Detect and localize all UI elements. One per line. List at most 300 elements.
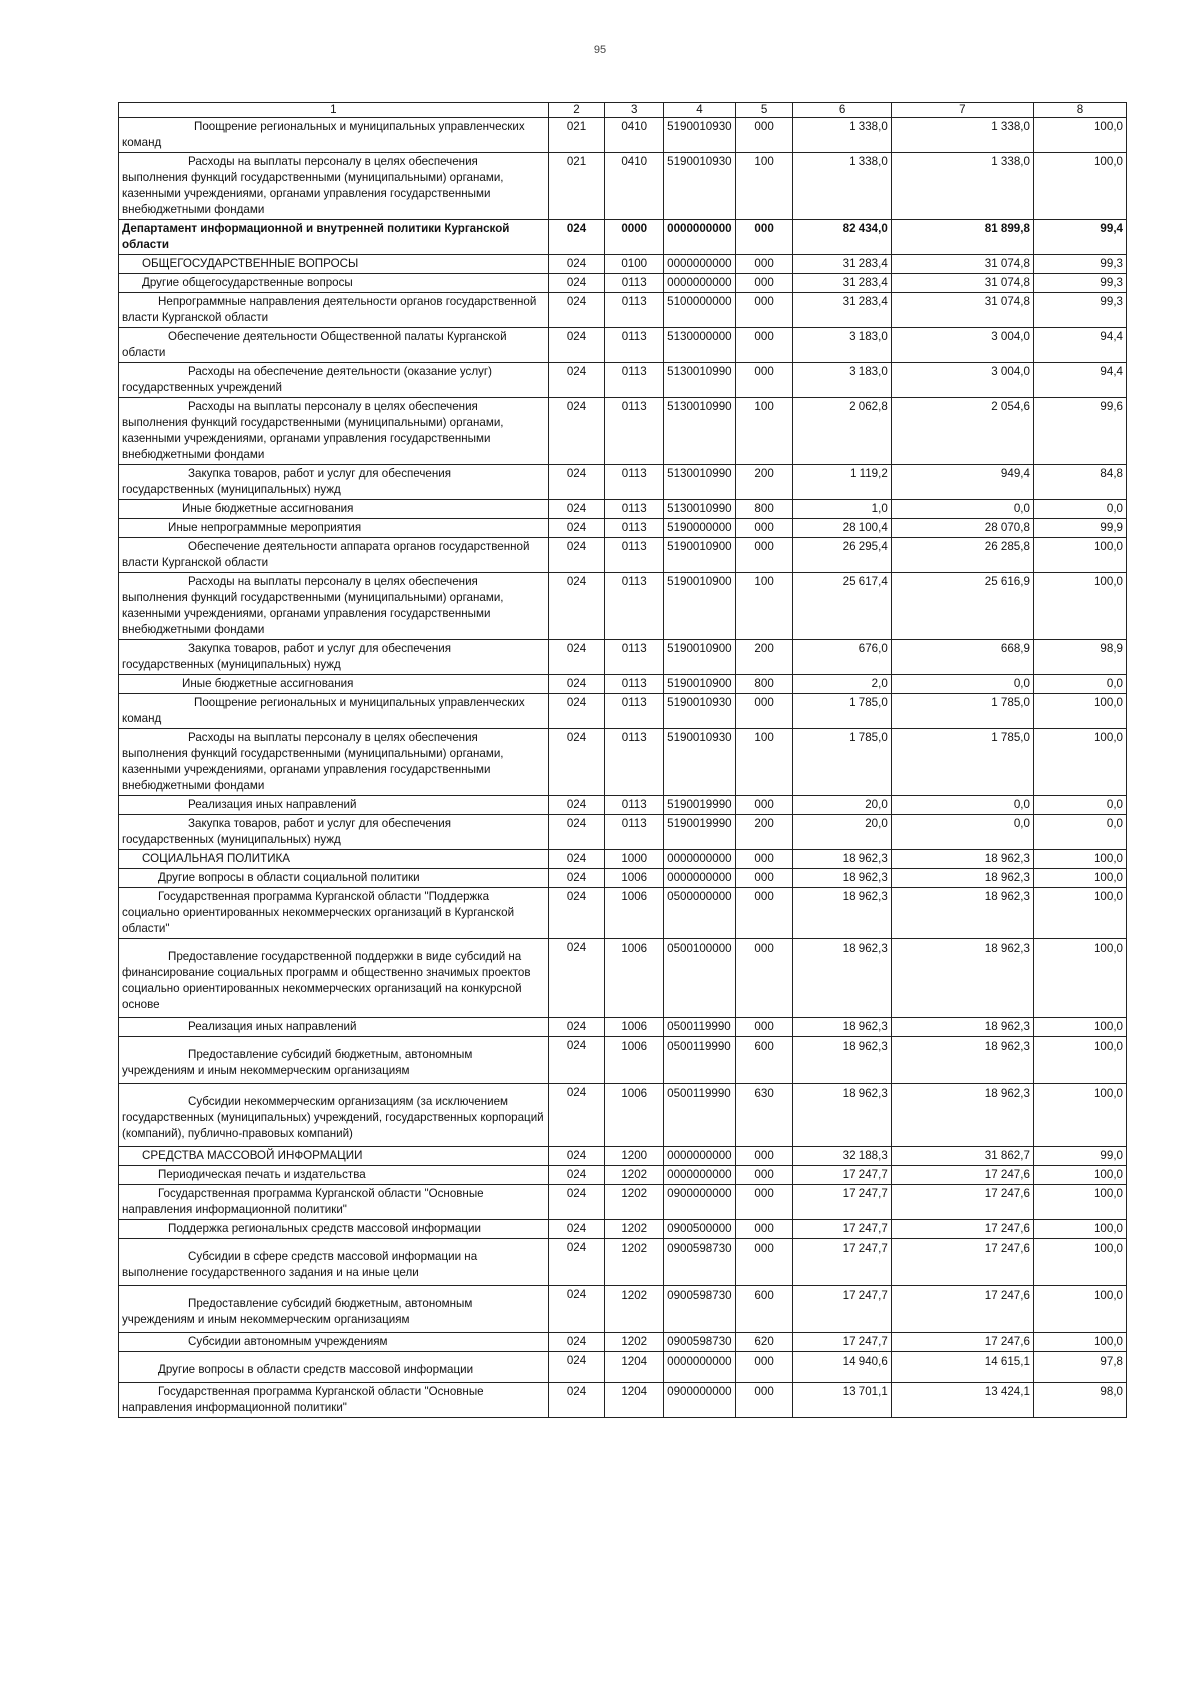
- target-article-code: 0900000000: [664, 1383, 736, 1418]
- row-name: Обеспечение деятельности аппарата органов государственной власти Курганской области: [119, 538, 549, 573]
- target-article-code: 5190010930: [664, 729, 736, 796]
- planned-amount: 28 100,4: [793, 519, 891, 538]
- table-row: [119, 939, 1127, 1018]
- target-article-code: 0500100000: [664, 939, 736, 1018]
- executed-amount: 17 247,6: [891, 1185, 1033, 1220]
- ministry-code: 024: [548, 220, 605, 255]
- executed-amount: 31 862,7: [891, 1147, 1033, 1166]
- section-code: 0410: [605, 153, 664, 220]
- expense-type-code: 000: [735, 888, 793, 939]
- target-article-code: 5190010900: [664, 640, 736, 675]
- execution-percent: 100,0: [1033, 1185, 1126, 1220]
- expense-type-code: 800: [735, 500, 793, 519]
- planned-amount: 13 701,1: [793, 1383, 891, 1418]
- planned-amount: 18 962,3: [793, 1037, 891, 1084]
- expense-type-code: 100: [735, 573, 793, 640]
- executed-amount: 1 338,0: [891, 153, 1033, 220]
- planned-amount: 17 247,7: [793, 1166, 891, 1185]
- target-article-code: 0000000000: [664, 274, 736, 293]
- executed-amount: 28 070,8: [891, 519, 1033, 538]
- target-article-code: 5190010900: [664, 675, 736, 694]
- target-article-code: 0500119990: [664, 1084, 736, 1147]
- execution-percent: 99,3: [1033, 274, 1126, 293]
- target-article-code: 0900500000: [664, 1220, 736, 1239]
- expense-type-code: 000: [735, 1239, 793, 1286]
- ministry-code: 024: [548, 1239, 605, 1286]
- planned-amount: 1 785,0: [793, 729, 891, 796]
- table-row: [119, 869, 1127, 888]
- target-article-code: 5130010990: [664, 465, 736, 500]
- planned-amount: 18 962,3: [793, 1084, 891, 1147]
- executed-amount: 1 785,0: [891, 694, 1033, 729]
- target-article-code: 5190010930: [664, 694, 736, 729]
- ministry-code: 024: [548, 1333, 605, 1352]
- planned-amount: 31 283,4: [793, 293, 891, 328]
- planned-amount: 14 940,6: [793, 1352, 891, 1383]
- table-row: [119, 1166, 1127, 1185]
- execution-percent: 100,0: [1033, 850, 1126, 869]
- expense-type-code: 100: [735, 153, 793, 220]
- expense-type-code: 000: [735, 255, 793, 274]
- execution-percent: 0,0: [1033, 500, 1126, 519]
- row-name: Реализация иных направлений: [119, 1018, 549, 1037]
- ministry-code: 024: [548, 573, 605, 640]
- ministry-code: 024: [548, 1084, 605, 1147]
- row-name: Расходы на выплаты персоналу в целях обеспечения выполнения функций государственными (муниципальными) органами, казенными учреждениями, органами управления государственными внебюджетными фондами: [119, 729, 549, 796]
- target-article-code: 5190010900: [664, 573, 736, 640]
- ministry-code: 024: [548, 363, 605, 398]
- section-code: 0113: [605, 640, 664, 675]
- column-header: 8: [1033, 103, 1126, 118]
- expense-type-code: 100: [735, 398, 793, 465]
- row-name: Расходы на выплаты персоналу в целях обеспечения выполнения функций государственными (муниципальными) органами, казенными учреждениями, органами управления государственными внебюджетными фондами: [119, 153, 549, 220]
- executed-amount: 18 962,3: [891, 1084, 1033, 1147]
- column-header: 5: [735, 103, 793, 118]
- planned-amount: 82 434,0: [793, 220, 891, 255]
- table-row: [119, 398, 1127, 465]
- section-code: 0113: [605, 675, 664, 694]
- row-name: Периодическая печать и издательства: [119, 1166, 549, 1185]
- planned-amount: 31 283,4: [793, 255, 891, 274]
- executed-amount: 18 962,3: [891, 1018, 1033, 1037]
- row-name: Поддержка региональных средств массовой информации: [119, 1220, 549, 1239]
- table-row: [119, 573, 1127, 640]
- planned-amount: 17 247,7: [793, 1286, 891, 1333]
- ministry-code: 024: [548, 888, 605, 939]
- row-name: Иные бюджетные ассигнования: [119, 500, 549, 519]
- planned-amount: 1 785,0: [793, 694, 891, 729]
- ministry-code: 024: [548, 1018, 605, 1037]
- section-code: 1006: [605, 869, 664, 888]
- planned-amount: 2,0: [793, 675, 891, 694]
- row-name: Иные бюджетные ассигнования: [119, 675, 549, 694]
- execution-percent: 94,4: [1033, 328, 1126, 363]
- row-name: Другие вопросы в области социальной политики: [119, 869, 549, 888]
- row-name: Расходы на обеспечение деятельности (оказание услуг) государственных учреждений: [119, 363, 549, 398]
- table-row: [119, 465, 1127, 500]
- planned-amount: 18 962,3: [793, 1018, 891, 1037]
- section-code: 0113: [605, 729, 664, 796]
- execution-percent: 0,0: [1033, 815, 1126, 850]
- executed-amount: 17 247,6: [891, 1333, 1033, 1352]
- section-code: 0100: [605, 255, 664, 274]
- target-article-code: 0900598730: [664, 1333, 736, 1352]
- table-row: [119, 815, 1127, 850]
- execution-percent: 100,0: [1033, 694, 1126, 729]
- expense-type-code: 000: [735, 796, 793, 815]
- section-code: 0113: [605, 538, 664, 573]
- section-code: 1202: [605, 1185, 664, 1220]
- ministry-code: 024: [548, 465, 605, 500]
- executed-amount: 18 962,3: [891, 850, 1033, 869]
- target-article-code: 5130010990: [664, 398, 736, 465]
- target-article-code: 0900000000: [664, 1185, 736, 1220]
- row-name: Обеспечение деятельности Общественной палаты Курганской области: [119, 328, 549, 363]
- row-name: Иные непрограммные мероприятия: [119, 519, 549, 538]
- ministry-code: 024: [548, 1185, 605, 1220]
- target-article-code: 0000000000: [664, 220, 736, 255]
- row-name: СОЦИАЛЬНАЯ ПОЛИТИКА: [119, 850, 549, 869]
- ministry-code: 024: [548, 274, 605, 293]
- table-row: [119, 1239, 1127, 1286]
- execution-percent: 94,4: [1033, 363, 1126, 398]
- table-row: [119, 328, 1127, 363]
- planned-amount: 17 247,7: [793, 1333, 891, 1352]
- row-name: Закупка товаров, работ и услуг для обеспечения государственных (муниципальных) нужд: [119, 465, 549, 500]
- table-row: [119, 220, 1127, 255]
- planned-amount: 1 119,2: [793, 465, 891, 500]
- expense-type-code: 630: [735, 1084, 793, 1147]
- table-row: [119, 888, 1127, 939]
- executed-amount: 949,4: [891, 465, 1033, 500]
- planned-amount: 17 247,7: [793, 1239, 891, 1286]
- ministry-code: 024: [548, 519, 605, 538]
- target-article-code: 5190010930: [664, 153, 736, 220]
- ministry-code: 024: [548, 640, 605, 675]
- execution-percent: 100,0: [1033, 1084, 1126, 1147]
- row-name: Поощрение региональных и муниципальных управленческих команд: [119, 118, 549, 153]
- expense-type-code: 000: [735, 1352, 793, 1383]
- executed-amount: 14 615,1: [891, 1352, 1033, 1383]
- execution-percent: 100,0: [1033, 538, 1126, 573]
- section-code: 1006: [605, 939, 664, 1018]
- row-name: Субсидии некоммерческим организациям (за исключением государственных (муниципальных) учреждений, государственных корпораций (компаний), публично-правовых компаний): [119, 1084, 549, 1147]
- execution-percent: 100,0: [1033, 1037, 1126, 1084]
- expense-type-code: 000: [735, 293, 793, 328]
- expense-type-code: 000: [735, 1220, 793, 1239]
- section-code: 1006: [605, 1018, 664, 1037]
- target-article-code: 0000000000: [664, 255, 736, 274]
- target-article-code: 5130000000: [664, 328, 736, 363]
- planned-amount: 3 183,0: [793, 328, 891, 363]
- planned-amount: 20,0: [793, 815, 891, 850]
- planned-amount: 17 247,7: [793, 1220, 891, 1239]
- row-name: Расходы на выплаты персоналу в целях обеспечения выполнения функций государственными (муниципальными) органами, казенными учреждениями, органами управления государственными внебюджетными фондами: [119, 398, 549, 465]
- target-article-code: 0000000000: [664, 1166, 736, 1185]
- row-name: СРЕДСТВА МАССОВОЙ ИНФОРМАЦИИ: [119, 1147, 549, 1166]
- execution-percent: 100,0: [1033, 1220, 1126, 1239]
- ministry-code: 024: [548, 675, 605, 694]
- planned-amount: 3 183,0: [793, 363, 891, 398]
- section-code: 0000: [605, 220, 664, 255]
- target-article-code: 0900598730: [664, 1286, 736, 1333]
- planned-amount: 26 295,4: [793, 538, 891, 573]
- table-row: [119, 255, 1127, 274]
- expense-type-code: 200: [735, 815, 793, 850]
- page-number: 95: [593, 44, 607, 56]
- row-name: Другие общегосударственные вопросы: [119, 274, 549, 293]
- ministry-code: 024: [548, 1037, 605, 1084]
- ministry-code: 024: [548, 939, 605, 1018]
- row-name: Поощрение региональных и муниципальных управленческих команд: [119, 694, 549, 729]
- section-code: 1202: [605, 1220, 664, 1239]
- execution-percent: 99,0: [1033, 1147, 1126, 1166]
- ministry-code: 024: [548, 796, 605, 815]
- execution-percent: 100,0: [1033, 118, 1126, 153]
- executed-amount: 31 074,8: [891, 274, 1033, 293]
- executed-amount: 17 247,6: [891, 1166, 1033, 1185]
- expense-type-code: 000: [735, 1383, 793, 1418]
- table-row: [119, 1185, 1127, 1220]
- section-code: 0113: [605, 465, 664, 500]
- table-row: [119, 293, 1127, 328]
- table-row: [119, 538, 1127, 573]
- expense-type-code: 000: [735, 274, 793, 293]
- execution-percent: 99,3: [1033, 293, 1126, 328]
- row-name: Предоставление субсидий бюджетным, автономным учреждениям и иным некоммерческим организациям: [119, 1037, 549, 1084]
- section-code: 0113: [605, 796, 664, 815]
- planned-amount: 32 188,3: [793, 1147, 891, 1166]
- planned-amount: 676,0: [793, 640, 891, 675]
- row-name: Непрограммные направления деятельности органов государственной власти Курганской области: [119, 293, 549, 328]
- expense-type-code: 200: [735, 640, 793, 675]
- row-name: Предоставление субсидий бюджетным, автономным учреждениям и иным некоммерческим организациям: [119, 1286, 549, 1333]
- ministry-code: 021: [548, 118, 605, 153]
- expense-type-code: 000: [735, 1166, 793, 1185]
- section-code: 0113: [605, 573, 664, 640]
- planned-amount: 1 338,0: [793, 153, 891, 220]
- expense-type-code: 000: [735, 1018, 793, 1037]
- expense-type-code: 600: [735, 1037, 793, 1084]
- expense-type-code: 000: [735, 118, 793, 153]
- section-code: 0410: [605, 118, 664, 153]
- executed-amount: 3 004,0: [891, 328, 1033, 363]
- expense-type-code: 200: [735, 465, 793, 500]
- table-row: [119, 796, 1127, 815]
- execution-percent: 97,8: [1033, 1352, 1126, 1383]
- ministry-code: 024: [548, 1383, 605, 1418]
- planned-amount: 17 247,7: [793, 1185, 891, 1220]
- section-code: 1204: [605, 1383, 664, 1418]
- row-name: Государственная программа Курганской области "Основные направления информационной политики": [119, 1185, 549, 1220]
- table-row: [119, 1147, 1127, 1166]
- row-name: Субсидии автономным учреждениям: [119, 1333, 549, 1352]
- planned-amount: 18 962,3: [793, 869, 891, 888]
- execution-percent: 100,0: [1033, 1286, 1126, 1333]
- row-name: Другие вопросы в области средств массовой информации: [119, 1352, 549, 1383]
- table-row: [119, 1220, 1127, 1239]
- budget-table: [118, 102, 1127, 1418]
- table-row: [119, 1352, 1127, 1383]
- executed-amount: 17 247,6: [891, 1220, 1033, 1239]
- ministry-code: 024: [548, 293, 605, 328]
- ministry-code: 024: [548, 328, 605, 363]
- target-article-code: 0500119990: [664, 1037, 736, 1084]
- executed-amount: 1 785,0: [891, 729, 1033, 796]
- target-article-code: 5190000000: [664, 519, 736, 538]
- ministry-code: 024: [548, 1147, 605, 1166]
- expense-type-code: 000: [735, 694, 793, 729]
- section-code: 1006: [605, 888, 664, 939]
- executed-amount: 0,0: [891, 675, 1033, 694]
- table-row: [119, 1018, 1127, 1037]
- planned-amount: 18 962,3: [793, 939, 891, 1018]
- section-code: 1006: [605, 1037, 664, 1084]
- expense-type-code: 100: [735, 729, 793, 796]
- target-article-code: 5130010990: [664, 500, 736, 519]
- section-code: 0113: [605, 293, 664, 328]
- table-row: [119, 675, 1127, 694]
- expense-type-code: 000: [735, 1185, 793, 1220]
- target-article-code: 0900598730: [664, 1239, 736, 1286]
- ministry-code: 024: [548, 1220, 605, 1239]
- ministry-code: 024: [548, 729, 605, 796]
- expense-type-code: 000: [735, 1147, 793, 1166]
- expense-type-code: 000: [735, 869, 793, 888]
- row-name: Реализация иных направлений: [119, 796, 549, 815]
- row-name: Государственная программа Курганской области "Поддержка социально ориентированных некоммерческих организаций в Курганской области": [119, 888, 549, 939]
- ministry-code: 021: [548, 153, 605, 220]
- table-row: [119, 694, 1127, 729]
- section-code: 0113: [605, 519, 664, 538]
- target-article-code: 5190019990: [664, 815, 736, 850]
- execution-percent: 100,0: [1033, 939, 1126, 1018]
- section-code: 0113: [605, 500, 664, 519]
- executed-amount: 18 962,3: [891, 939, 1033, 1018]
- column-header: 2: [548, 103, 605, 118]
- executed-amount: 668,9: [891, 640, 1033, 675]
- executed-amount: 0,0: [891, 815, 1033, 850]
- target-article-code: 5190019990: [664, 796, 736, 815]
- execution-percent: 100,0: [1033, 1018, 1126, 1037]
- ministry-code: 024: [548, 869, 605, 888]
- column-header: 4: [664, 103, 736, 118]
- ministry-code: 024: [548, 1352, 605, 1383]
- section-code: 1202: [605, 1333, 664, 1352]
- table-row: [119, 1383, 1127, 1418]
- table-row: [119, 274, 1127, 293]
- row-name: Расходы на выплаты персоналу в целях обеспечения выполнения функций государственными (муниципальными) органами, казенными учреждениями, органами управления государственными внебюджетными фондами: [119, 573, 549, 640]
- column-header: 6: [793, 103, 891, 118]
- executed-amount: 18 962,3: [891, 1037, 1033, 1084]
- column-header: 3: [605, 103, 664, 118]
- execution-percent: 99,3: [1033, 255, 1126, 274]
- expense-type-code: 800: [735, 675, 793, 694]
- table-row: [119, 1286, 1127, 1333]
- planned-amount: 18 962,3: [793, 888, 891, 939]
- column-header: 7: [891, 103, 1033, 118]
- section-code: 0113: [605, 363, 664, 398]
- expense-type-code: 620: [735, 1333, 793, 1352]
- expense-type-code: 000: [735, 519, 793, 538]
- header-row: [119, 103, 1127, 118]
- target-article-code: 0000000000: [664, 1147, 736, 1166]
- execution-percent: 99,4: [1033, 220, 1126, 255]
- executed-amount: 18 962,3: [891, 888, 1033, 939]
- section-code: 0113: [605, 274, 664, 293]
- target-article-code: 0000000000: [664, 869, 736, 888]
- planned-amount: 20,0: [793, 796, 891, 815]
- ministry-code: 024: [548, 694, 605, 729]
- executed-amount: 81 899,8: [891, 220, 1033, 255]
- planned-amount: 1 338,0: [793, 118, 891, 153]
- section-code: 1202: [605, 1166, 664, 1185]
- planned-amount: 31 283,4: [793, 274, 891, 293]
- target-article-code: 0000000000: [664, 1352, 736, 1383]
- target-article-code: 5130010990: [664, 363, 736, 398]
- section-code: 1202: [605, 1286, 664, 1333]
- expense-type-code: 000: [735, 538, 793, 573]
- target-article-code: 5190010930: [664, 118, 736, 153]
- row-name: Государственная программа Курганской области "Основные направления информационной политики": [119, 1383, 549, 1418]
- ministry-code: 024: [548, 538, 605, 573]
- table-row: [119, 363, 1127, 398]
- ministry-code: 024: [548, 500, 605, 519]
- planned-amount: 25 617,4: [793, 573, 891, 640]
- row-name: Закупка товаров, работ и услуг для обеспечения государственных (муниципальных) нужд: [119, 815, 549, 850]
- ministry-code: 024: [548, 815, 605, 850]
- executed-amount: 3 004,0: [891, 363, 1033, 398]
- section-code: 1000: [605, 850, 664, 869]
- executed-amount: 0,0: [891, 500, 1033, 519]
- execution-percent: 99,6: [1033, 398, 1126, 465]
- table-row: [119, 519, 1127, 538]
- execution-percent: 100,0: [1033, 869, 1126, 888]
- executed-amount: 1 338,0: [891, 118, 1033, 153]
- execution-percent: 100,0: [1033, 1166, 1126, 1185]
- table-row: [119, 118, 1127, 153]
- column-header: 1: [119, 103, 549, 118]
- execution-percent: 98,0: [1033, 1383, 1126, 1418]
- table-row: [119, 729, 1127, 796]
- section-code: 1006: [605, 1084, 664, 1147]
- execution-percent: 84,8: [1033, 465, 1126, 500]
- section-code: 0113: [605, 328, 664, 363]
- execution-percent: 100,0: [1033, 888, 1126, 939]
- ministry-code: 024: [548, 398, 605, 465]
- section-code: 1202: [605, 1239, 664, 1286]
- row-name: Департамент информационной и внутренней политики Курганской области: [119, 220, 549, 255]
- executed-amount: 2 054,6: [891, 398, 1033, 465]
- ministry-code: 024: [548, 1286, 605, 1333]
- target-article-code: 0500000000: [664, 888, 736, 939]
- section-code: 0113: [605, 398, 664, 465]
- ministry-code: 024: [548, 850, 605, 869]
- row-name: Предоставление государственной поддержки в виде субсидий на финансирование социальных программ и общественно значимых проектов социально ориентированных некоммерческих организаций на конкурсной основе: [119, 939, 549, 1018]
- executed-amount: 17 247,6: [891, 1239, 1033, 1286]
- target-article-code: 0500119990: [664, 1018, 736, 1037]
- section-code: 1200: [605, 1147, 664, 1166]
- section-code: 0113: [605, 815, 664, 850]
- executed-amount: 18 962,3: [891, 869, 1033, 888]
- table-row: [119, 1333, 1127, 1352]
- ministry-code: 024: [548, 255, 605, 274]
- planned-amount: 1,0: [793, 500, 891, 519]
- executed-amount: 13 424,1: [891, 1383, 1033, 1418]
- expense-type-code: 000: [735, 363, 793, 398]
- planned-amount: 2 062,8: [793, 398, 891, 465]
- table-row: [119, 1037, 1127, 1084]
